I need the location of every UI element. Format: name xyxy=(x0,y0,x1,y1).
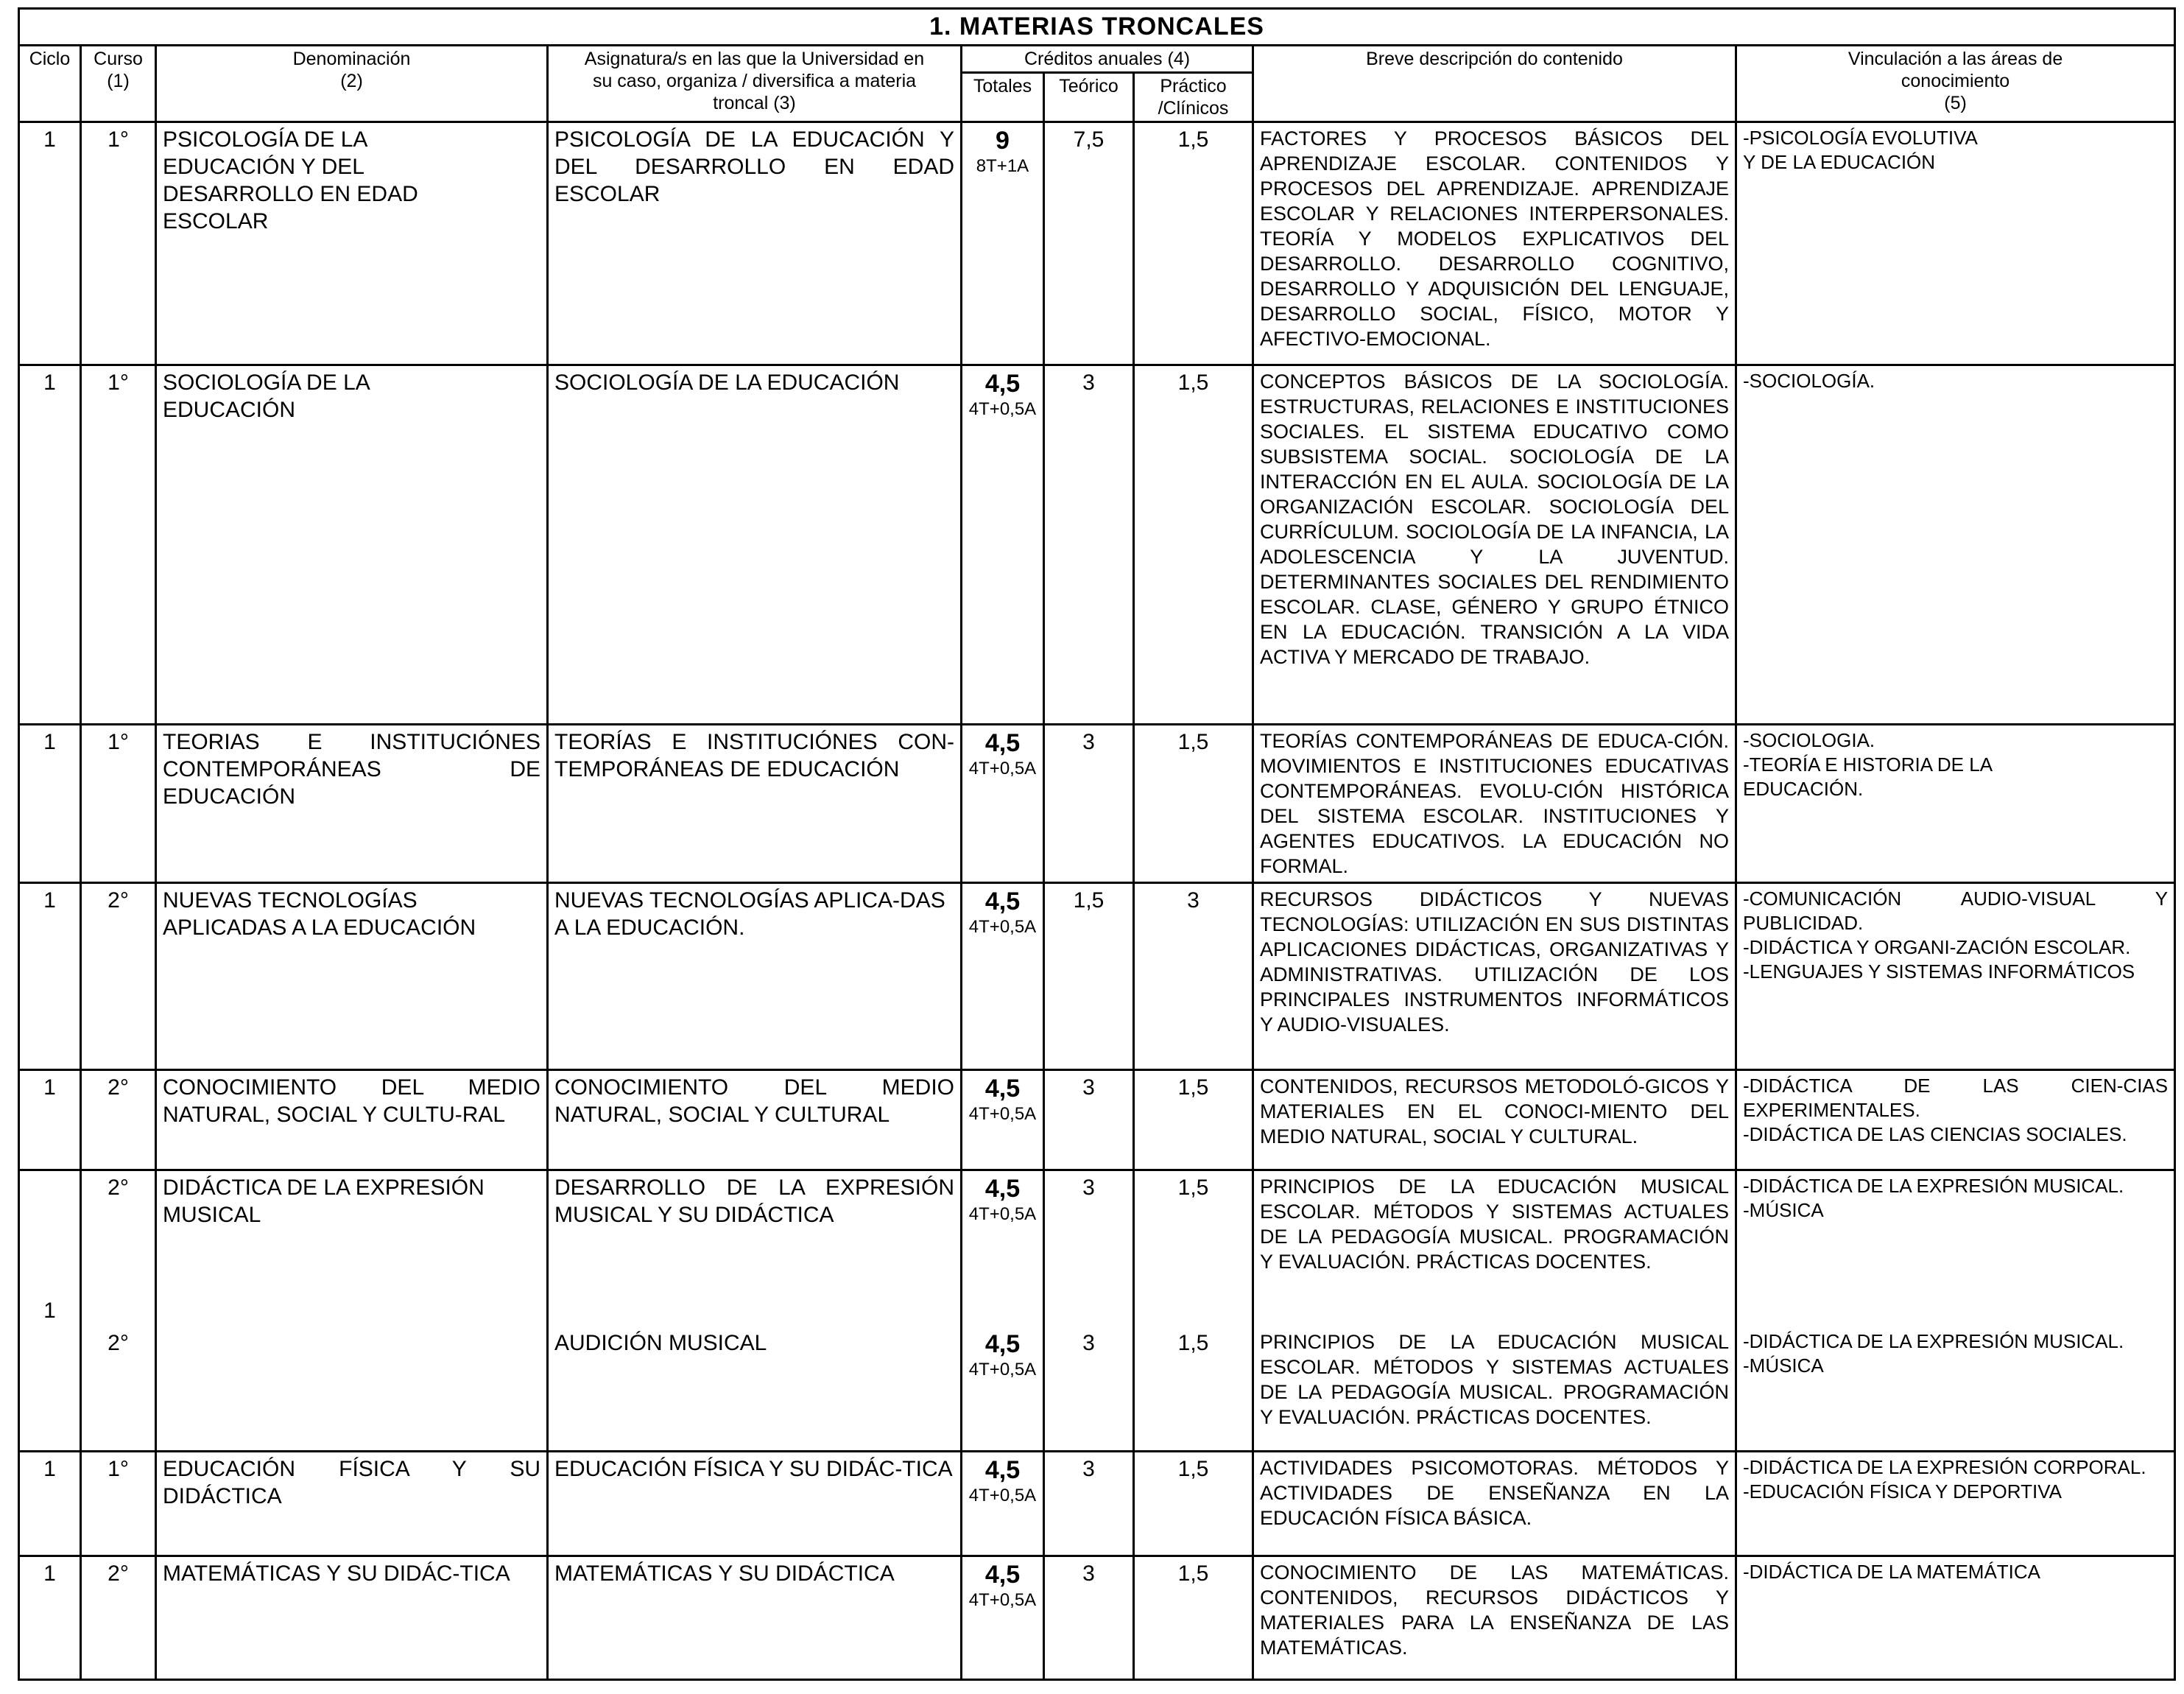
teorico-cell: 3 xyxy=(1044,725,1134,883)
ciclo-cell: 1 xyxy=(19,122,81,365)
asignatura-cell: TEORÍAS E INSTITUCIÓNES CON-TEMPORÁNEAS DE EDUCACIÓN xyxy=(548,725,962,883)
header-descripcion: Breve descripción do contenido xyxy=(1253,46,1736,122)
table-row xyxy=(19,1170,2175,1326)
table-row xyxy=(19,1070,2175,1170)
totales-cell: 4,5 4T+0,5A xyxy=(962,1170,1044,1326)
ciclo-cell: 1 xyxy=(19,1556,81,1680)
denominacion-cell: MATEMÁTICAS Y SU DIDÁC-TICA xyxy=(156,1556,548,1680)
table-row xyxy=(19,1452,2175,1556)
document-page xyxy=(18,7,2174,1681)
teorico-cell: 3 xyxy=(1044,1326,1134,1452)
ciclo-cell: 1 xyxy=(19,1452,81,1556)
table-title: 1. MATERIAS TRONCALES xyxy=(19,9,2175,46)
header-ciclo: Ciclo xyxy=(19,46,81,122)
teorico-cell: 3 xyxy=(1044,1070,1134,1170)
denominacion-cell: DIDÁCTICA DE LA EXPRESIÓN MUSICAL xyxy=(156,1170,548,1452)
ciclo-cell: 1 xyxy=(19,1070,81,1170)
ciclo-cell: 1 xyxy=(19,365,81,725)
totales-cell: 4,5 4T+0,5A xyxy=(962,1556,1044,1680)
header-asignatura: Asignatura/s en las que la Universidad en su caso, organiza / diversifica a materia troncal (3) xyxy=(548,46,962,122)
asignatura-cell: PSICOLOGÍA DE LA EDUCACIÓN Y DEL DESARROLLO EN EDAD ESCOLAR xyxy=(548,122,962,365)
table-row xyxy=(19,122,2175,365)
descripcion-cell: PRINCIPIOS DE LA EDUCACIÓN MUSICAL ESCOLAR. MÉTODOS Y SISTEMAS ACTUALES DE LA PEDAGOGÍA MUSICAL. PROGRAMACIÓN Y EVALUACIÓN. PRÁCTICAS DOCENTES. xyxy=(1253,1326,1736,1452)
teorico-cell: 3 xyxy=(1044,1556,1134,1680)
vinculacion-cell: -DIDÁCTICA DE LA MATEMÁTICA xyxy=(1736,1556,2175,1680)
curso-cell: 2° xyxy=(81,883,156,1070)
totales-cell: 4,5 4T+0,5A xyxy=(962,883,1044,1070)
materias-troncales-table xyxy=(18,7,2176,1681)
teorico-cell: 3 xyxy=(1044,1170,1134,1326)
asignatura-cell: DESARROLLO DE LA EXPRESIÓN MUSICAL Y SU DIDÁCTICA xyxy=(548,1170,962,1326)
teorico-cell: 3 xyxy=(1044,1452,1134,1556)
practico-cell: 1,5 xyxy=(1134,365,1253,725)
denominacion-cell: SOCIOLOGÍA DE LA EDUCACIÓN xyxy=(156,365,548,725)
header-teorico: Teórico xyxy=(1044,73,1134,122)
asignatura-cell: AUDICIÓN MUSICAL xyxy=(548,1326,962,1452)
header-vinculacion: Vinculación a las áreas de conocimiento (5) xyxy=(1736,46,2175,122)
teorico-cell: 3 xyxy=(1044,365,1134,725)
totales-cell: 4,5 4T+0,5A xyxy=(962,1326,1044,1452)
descripcion-cell: TEORÍAS CONTEMPORÁNEAS DE EDUCA-CIÓN. MOVIMIENTOS E INSTITUCIONES EDUCATIVAS CONTEMPORÁNEAS. EVOLU-CIÓN HISTÓRICA DEL SISTEMA ESCOLAR. INSTITUCIONES Y AGENTES EDUCATIVOS. LA EDUCACIÓN NO FORMAL. xyxy=(1253,725,1736,883)
denominacion-cell: NUEVAS TECNOLOGÍAS APLICADAS A LA EDUCACIÓN xyxy=(156,883,548,1070)
ciclo-cell: 1 xyxy=(19,725,81,883)
totales-cell: 4,5 4T+0,5A xyxy=(962,1452,1044,1556)
curso-cell: 2° xyxy=(81,1326,156,1452)
asignatura-cell: SOCIOLOGÍA DE LA EDUCACIÓN xyxy=(548,365,962,725)
curso-cell: 2° xyxy=(81,1070,156,1170)
descripcion-cell: CONTENIDOS, RECURSOS METODOLÓ-GICOS Y MATERIALES EN EL CONOCI-MIENTO DEL MEDIO NATURAL, SOCIAL Y CULTURAL. xyxy=(1253,1070,1736,1170)
practico-cell: 1,5 xyxy=(1134,1556,1253,1680)
descripcion-cell: PRINCIPIOS DE LA EDUCACIÓN MUSICAL ESCOLAR. MÉTODOS Y SISTEMAS ACTUALES DE LA PEDAGOGÍA MUSICAL. PROGRAMACIÓN Y EVALUACIÓN. PRÁCTICAS DOCENTES. xyxy=(1253,1170,1736,1326)
totales-cell: 4,5 4T+0,5A xyxy=(962,365,1044,725)
totales-cell: 4,5 4T+0,5A xyxy=(962,1070,1044,1170)
denominacion-cell: TEORIAS E INSTITUCIÓNES CONTEMPORÁNEAS DE EDUCACIÓN xyxy=(156,725,548,883)
descripcion-cell: CONOCIMIENTO DE LAS MATEMÁTICAS. CONTENIDOS, RECURSOS DIDÁCTICOS Y MATERIALES PARA LA ENSEÑANZA DE LAS MATEMÁTICAS. xyxy=(1253,1556,1736,1680)
vinculacion-cell: -DIDÁCTICA DE LA EXPRESIÓN MUSICAL. -MÚSICA xyxy=(1736,1326,2175,1452)
vinculacion-cell: -COMUNICACIÓN AUDIO-VISUAL Y PUBLICIDAD. -DIDÁCTICA Y ORGANI-ZACIÓN ESCOLAR. -LENGUAJES Y SISTEMAS INFORMÁTICOS xyxy=(1736,883,2175,1070)
ciclo-cell: 1 xyxy=(19,1170,81,1452)
practico-cell: 1,5 xyxy=(1134,1452,1253,1556)
denominacion-cell: PSICOLOGÍA DE LA EDUCACIÓN Y DEL DESARROLLO EN EDAD ESCOLAR xyxy=(156,122,548,365)
descripcion-cell: CONCEPTOS BÁSICOS DE LA SOCIOLOGÍA. ESTRUCTURAS, RELACIONES E INSTITUCIONES SOCIALES. EL SISTEMA EDUCATIVO COMO SUBSISTEMA SOCIAL. SOCIOLOGÍA DE LA INTERACCIÓN EN EL AULA. SOCIOLOGÍA DE LA ORGANIZACIÓN ESCOLAR. SOCIOLOGÍA DEL CURRÍCULUM. SOCIOLOGÍA DE LA INFANCIA, LA ADOLESCENCIA Y LA JUVENTUD. DETERMINANTES SOCIALES DEL RENDIMIENTO ESCOLAR. CLASE, GÉNERO Y GRUPO ÉTNICO EN LA EDUCACIÓN. TRANSICIÓN A LA VIDA ACTIVA Y MERCADO DE TRABAJO. xyxy=(1253,365,1736,725)
totales-cell: 4,5 4T+0,5A xyxy=(962,725,1044,883)
header-practico: Práctico /Clínicos xyxy=(1134,73,1253,122)
curso-cell: 2° xyxy=(81,1170,156,1326)
curso-cell: 1° xyxy=(81,365,156,725)
practico-cell: 1,5 xyxy=(1134,1070,1253,1170)
asignatura-cell: NUEVAS TECNOLOGÍAS APLICA-DAS A LA EDUCACIÓN. xyxy=(548,883,962,1070)
practico-cell: 1,5 xyxy=(1134,1170,1253,1326)
teorico-cell: 7,5 xyxy=(1044,122,1134,365)
asignatura-cell: EDUCACIÓN FÍSICA Y SU DIDÁC-TICA xyxy=(548,1452,962,1556)
table-row xyxy=(19,365,2175,725)
table-row xyxy=(19,1556,2175,1680)
asignatura-cell: MATEMÁTICAS Y SU DIDÁCTICA xyxy=(548,1556,962,1680)
header-curso: Curso (1) xyxy=(81,46,156,122)
vinculacion-cell: -SOCIOLOGIA. -TEORÍA E HISTORIA DE LA EDUCACIÓN. xyxy=(1736,725,2175,883)
curso-cell: 1° xyxy=(81,122,156,365)
header-denominacion: Denominación (2) xyxy=(156,46,548,122)
vinculacion-cell: -DIDÁCTICA DE LA EXPRESIÓN CORPORAL. -EDUCACIÓN FÍSICA Y DEPORTIVA xyxy=(1736,1452,2175,1556)
curso-cell: 1° xyxy=(81,725,156,883)
practico-cell: 1,5 xyxy=(1134,122,1253,365)
ciclo-cell: 1 xyxy=(19,883,81,1070)
practico-cell: 1,5 xyxy=(1134,1326,1253,1452)
practico-cell: 1,5 xyxy=(1134,725,1253,883)
vinculacion-cell: -DIDÁCTICA DE LAS CIEN-CIAS EXPERIMENTALES. -DIDÁCTICA DE LAS CIENCIAS SOCIALES. xyxy=(1736,1070,2175,1170)
descripcion-cell: ACTIVIDADES PSICOMOTORAS. MÉTODOS Y ACTIVIDADES DE ENSEÑANZA EN LA EDUCACIÓN FÍSICA BÁSICA. xyxy=(1253,1452,1736,1556)
totales-cell: 9 8T+1A xyxy=(962,122,1044,365)
asignatura-cell: CONOCIMIENTO DEL MEDIO NATURAL, SOCIAL Y CULTURAL xyxy=(548,1070,962,1170)
header-creditos: Créditos anuales (4) xyxy=(962,46,1253,73)
descripcion-cell: RECURSOS DIDÁCTICOS Y NUEVAS TECNOLOGÍAS: UTILIZACIÓN EN SUS DISTINTAS APLICACIONES DIDÁCTICAS, ORGANIZATIVAS Y ADMINISTRATIVAS. UTILIZACIÓN DE LOS PRINCIPALES INSTRUMENTOS INFORMÁTICOS Y AUDIO-VISUALES. xyxy=(1253,883,1736,1070)
table-row xyxy=(19,883,2175,1070)
vinculacion-cell: -DIDÁCTICA DE LA EXPRESIÓN MUSICAL. -MÚSICA xyxy=(1736,1170,2175,1326)
table-row xyxy=(19,725,2175,883)
practico-cell: 3 xyxy=(1134,883,1253,1070)
denominacion-cell: CONOCIMIENTO DEL MEDIO NATURAL, SOCIAL Y CULTU-RAL xyxy=(156,1070,548,1170)
vinculacion-cell: -SOCIOLOGÍA. xyxy=(1736,365,2175,725)
curso-cell: 2° xyxy=(81,1556,156,1680)
header-totales: Totales xyxy=(962,73,1044,122)
descripcion-cell: FACTORES Y PROCESOS BÁSICOS DEL APRENDIZAJE ESCOLAR. CONTENIDOS Y PROCESOS DEL APRENDIZAJE. APRENDIZAJE ESCOLAR Y RELACIONES INTERPERSONALES. TEORÍA Y MODELOS EXPLICATIVOS DEL DESARROLLO. DESARROLLO COGNITIVO, DESARROLLO Y ADQUISICIÓN DEL LENGUAJE, DESARROLLO SOCIAL, FÍSICO, MOTOR Y AFECTIVO-EMOCIONAL. xyxy=(1253,122,1736,365)
vinculacion-cell: -PSICOLOGÍA EVOLUTIVA Y DE LA EDUCACIÓN xyxy=(1736,122,2175,365)
denominacion-cell: EDUCACIÓN FÍSICA Y SU DIDÁCTICA xyxy=(156,1452,548,1556)
teorico-cell: 1,5 xyxy=(1044,883,1134,1070)
curso-cell: 1° xyxy=(81,1452,156,1556)
